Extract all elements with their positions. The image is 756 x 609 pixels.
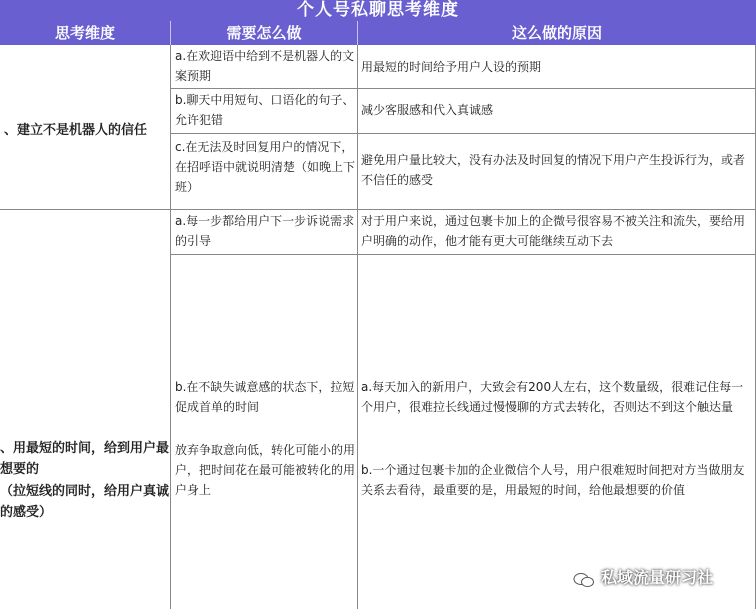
wechat-icon <box>573 571 595 587</box>
action-1a: a.在欢迎语中给到不是机器人的文案预期 <box>175 49 355 83</box>
header-reason: 这么做的原因 <box>511 24 602 42</box>
dimension-short-time-line1: 、用最短的时间，给到用户最 <box>0 441 170 456</box>
reason-2b-a: a.每天加入的新用户，大致会有200人左右，这个数量级，很难记住每一个用户，很难拉长线通过慢慢聊的方式去转化，否则达不到这个触达量 <box>361 380 744 414</box>
action-2a: a.每一步都给用户下一步诉说需求的引导 <box>175 214 355 248</box>
action-1c: c.在无法及时回复用户的情况下，在招呼语中就说明清楚（如晚上下班） <box>175 140 356 194</box>
table-divider <box>357 45 358 609</box>
action-2b: b.在不缺失诚意感的状态下，拉短促成首单的时间 <box>175 380 355 414</box>
dimension-short-time-line2: 想要的 <box>0 462 40 477</box>
reason-1b: 减少客服感和代入真诚感 <box>361 103 494 117</box>
action-1b: b.聊天中用短句、口语化的句子、允许犯错 <box>175 93 355 127</box>
table-divider <box>0 209 756 210</box>
table-divider <box>170 45 171 609</box>
dimension-short-time-line4: 的感受） <box>0 505 53 520</box>
header-action: 需要怎么做 <box>226 24 302 42</box>
watermark <box>573 566 748 590</box>
page-title: 个人号私聊思考维度 <box>0 0 756 21</box>
action-2c: 放弃争取意向低，转化可能小的用户，把时间花在最可能被转化的用户身上 <box>175 443 356 497</box>
table-divider <box>170 133 756 134</box>
table-divider <box>170 254 756 255</box>
header-dimension: 思考维度 <box>54 24 115 42</box>
table-header <box>0 21 756 45</box>
reason-2b-b: b.一个通过包裹卡加的企业微信个人号，用户很难短时间把对方当做朋友关系去看待，最重要的是，用最短的时间，给他最想要的价值 <box>361 463 745 497</box>
reason-1a: 用最短的时间给予用户人设的预期 <box>361 60 542 74</box>
reason-1c: 避免用户量比较大，没有办法及时回复的情况下用户产生投诉行为，或者不信任的感受 <box>361 153 746 187</box>
watermark-text: 私域流量研习社 <box>601 568 714 587</box>
dimension-trust: 、建立不是机器人的信任 <box>4 123 148 138</box>
reason-2a: 对于用户来说，通过包裹卡加上的企微号很容易不被关注和流失，要给用户明确的动作，他才能有更大可能继续互动下去 <box>361 214 746 248</box>
table-divider <box>170 88 756 89</box>
dimension-short-time-line3: （拉短线的同时，给用户真诚 <box>0 484 170 499</box>
